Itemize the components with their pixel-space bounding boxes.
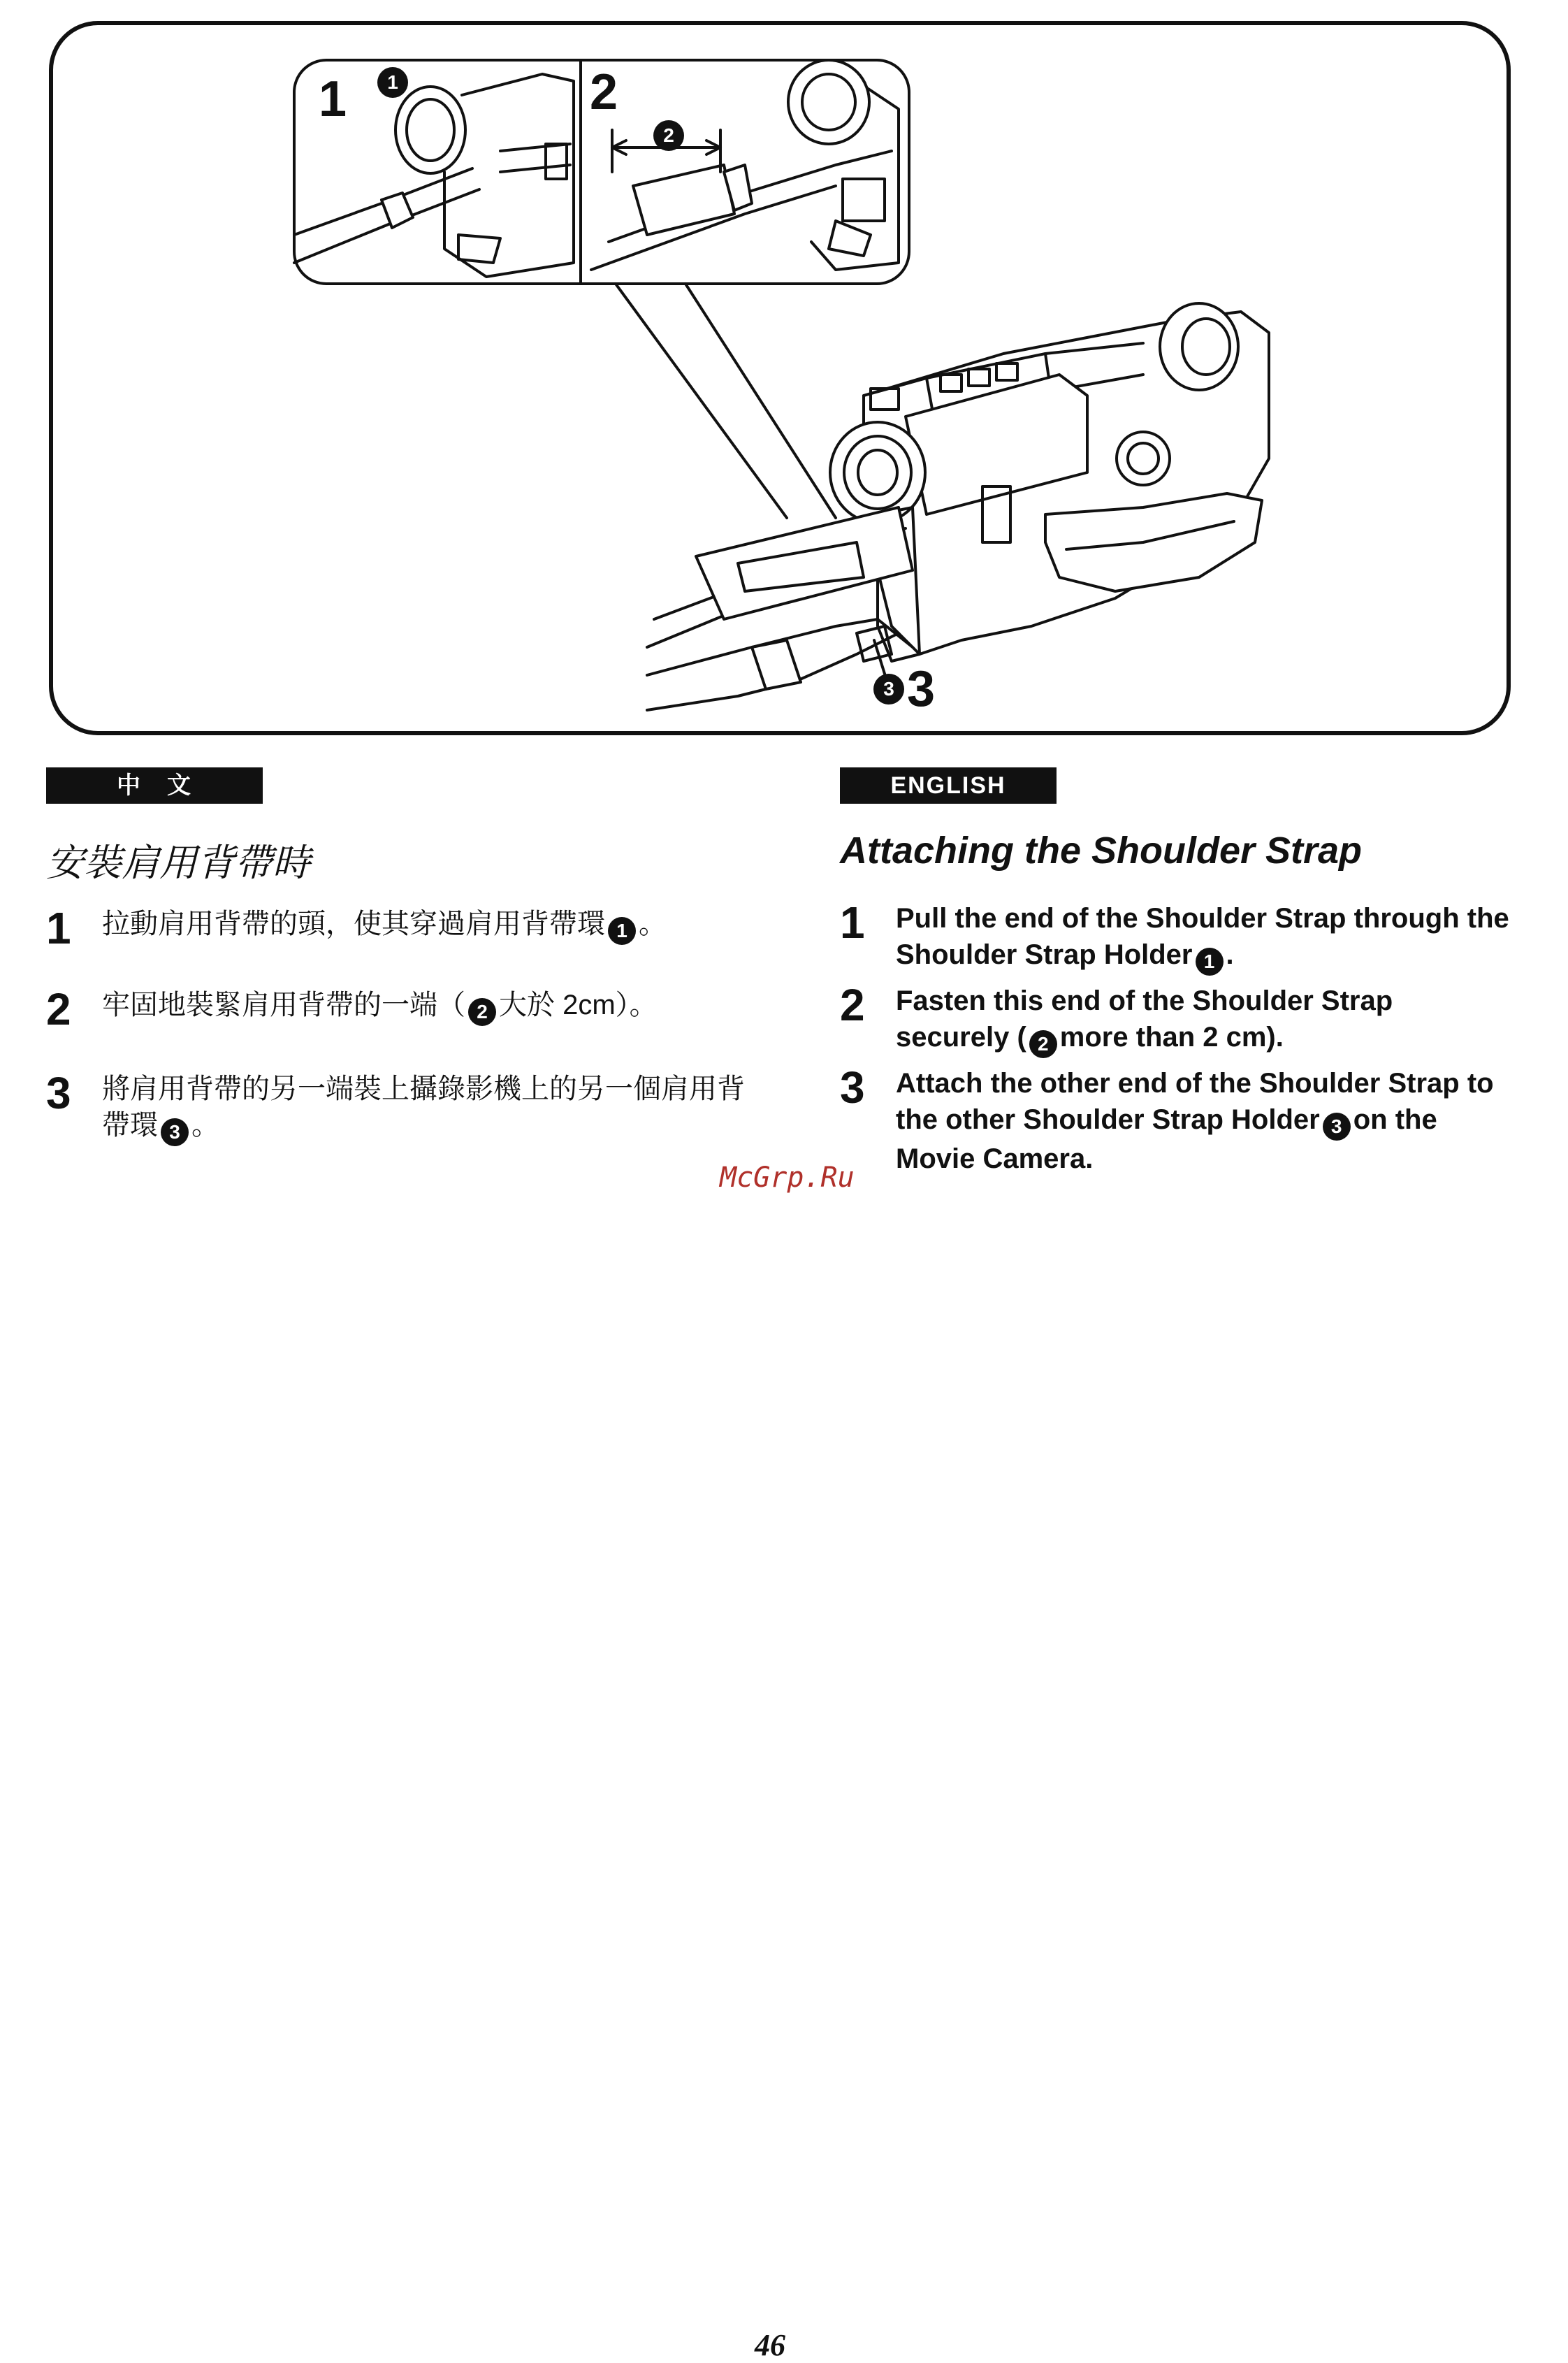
marker-1-badge: 1: [377, 67, 408, 98]
chinese-step-1: [46, 903, 745, 953]
step-text: 牢固地裝緊肩用背帶的一端（ 2 大於 2cm）。: [102, 987, 658, 1032]
step-number: 1: [46, 903, 71, 953]
illustration-frame: [49, 21, 1511, 735]
step-text: 拉動肩用背帶的頭，使其穿過肩用背帶環 1 。: [102, 906, 667, 951]
marker-3-badge: 3: [873, 674, 904, 704]
english-section-tag: ENGLISH: [840, 767, 1057, 804]
step-number: 3: [46, 1068, 71, 1118]
marker-3-badge: 3: [161, 1118, 189, 1146]
chinese-heading: 安裝肩用背帶時: [46, 842, 310, 884]
marker-1-badge: 1: [608, 917, 636, 945]
step-text: Fasten this end of the Shoulder Strap securely ( 2 more than 2 cm).: [896, 983, 1511, 1058]
english-step-1: [840, 897, 1511, 976]
step-text: 將肩用背帶的另一端裝上攝錄影機上的另一個肩用背帶環 3 。: [102, 1071, 745, 1146]
step-number: 2: [840, 980, 865, 1030]
marker-2-badge: 2: [468, 998, 496, 1026]
watermark: McGrp.Ru: [720, 1162, 855, 1194]
inset-callout-1: 1: [319, 71, 347, 127]
page-number: 46: [755, 2328, 785, 2362]
marker-1-badge: 1: [1196, 948, 1224, 976]
step-number: 1: [840, 897, 865, 948]
english-heading: Attaching the Shoulder Strap: [840, 830, 1363, 872]
step-number: 2: [46, 984, 71, 1034]
step-text: Attach the other end of the Shoulder Strap to the other Shoulder Strap Holder 3 on the Movie Camera.: [896, 1068, 1494, 1174]
chinese-step-3: [46, 1068, 745, 1146]
english-step-3: [840, 1062, 1511, 1177]
main-callout-3: 3: [907, 661, 936, 717]
chinese-step-2: [46, 984, 745, 1034]
chinese-section-tag: 中 文: [46, 767, 263, 804]
step-number: 3: [840, 1062, 865, 1113]
english-step-2: [840, 980, 1511, 1058]
step-text: Pull the end of the Shoulder Strap through the Shoulder Strap Holder 1 .: [896, 900, 1511, 976]
marker-3-badge: 3: [1323, 1113, 1351, 1141]
marker-2-badge: 2: [653, 120, 684, 151]
camera-strap-illustration: [53, 25, 1515, 739]
inset-callout-2: 2: [590, 64, 618, 120]
marker-2-badge: 2: [1029, 1030, 1057, 1058]
